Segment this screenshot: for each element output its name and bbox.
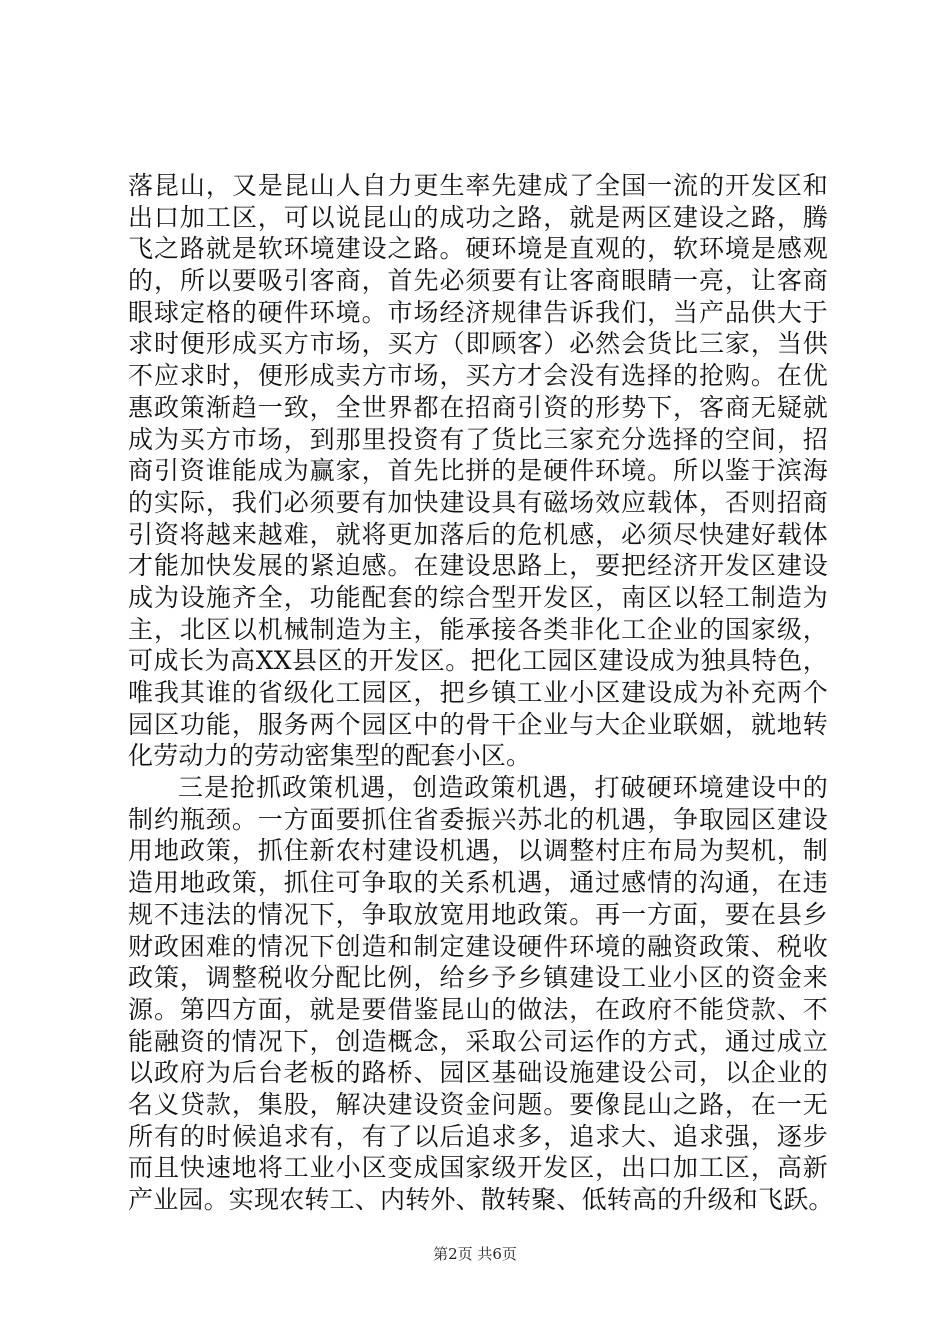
- text-line: 唯我其谁的省级化工园区，把乡镇工业小区建设成为补充两个: [128, 678, 828, 707]
- text-line: 产业园。实现农转工、内转外、散转聚、低转高的升级和飞跃。: [128, 1185, 834, 1214]
- text-line: 能融资的情况下，创造概念，采取公司运作的方式，通过成立: [128, 1026, 828, 1056]
- text-line: 可成长为高XX县区的开发区。把化工园区建设成为独具特色，: [128, 646, 828, 676]
- text-line: 名义贷款，集股，解决建设资金问题。要像昆山之路，在一无: [128, 1089, 828, 1119]
- text-line: 不应求时，便形成卖方市场，买方才会没有选择的抢购。在优: [128, 361, 828, 391]
- text-line: 的实际，我们必须要有加快建设具有磁场效应载体，否则招商: [128, 487, 828, 517]
- text-line: 制约瓶颈。一方面要抓住省委振兴苏北的机遇，争取园区建设: [128, 804, 828, 834]
- text-line: 而且快速地将工业小区变成国家级开发区，出口加工区，高新: [128, 1153, 828, 1183]
- page-footer: 第2页 共6页: [433, 1245, 517, 1263]
- text-line: 所有的时候追求有，有了以后追求多，追求大、追求强，逐步: [128, 1121, 828, 1151]
- text-line: 源。第四方面，就是要借鉴昆山的做法，在政府不能贷款、不: [128, 994, 828, 1024]
- text-line: 飞之路就是软环境建设之路。硬环境是直观的，软环境是感观: [128, 234, 828, 264]
- text-line: 落昆山，又是昆山人自力更生率先建成了全国一流的开发区和: [128, 171, 828, 200]
- text-line: 才能加快发展的紧迫感。在建设思路上，要把经济开发区建设: [128, 551, 828, 581]
- text-line: 政策，调整税收分配比例，给乡予乡镇建设工业小区的资金来: [128, 963, 828, 993]
- text-line: 成为买方市场，到那里投资有了货比三家充分选择的空间，招: [128, 424, 828, 454]
- text-line: 园区功能，服务两个园区中的骨干企业与大企业联姻，就地转: [128, 709, 828, 739]
- text-line: 出口加工区，可以说昆山的成功之路，就是两区建设之路，腾: [128, 202, 828, 232]
- text-line: 引资将越来越难，就将更加落后的危机感，必须尽快建好载体: [128, 519, 828, 549]
- text-line: 主，北区以机械制造为主，能承接各类非化工企业的国家级，: [128, 614, 828, 644]
- text-line: 惠政策渐趋一致，全世界都在招商引资的形势下，客商无疑就: [128, 392, 828, 422]
- text-line: 化劳动力的劳动密集型的配套小区。: [128, 741, 532, 771]
- text-line: 的，所以要吸引客商，首先必须要有让客商眼睛一亮，让客商: [128, 266, 828, 296]
- text-line: 三是抢抓政策机遇，创造政策机遇，打破硬环境建设中的: [178, 773, 828, 803]
- body-text: [128, 170, 834, 1216]
- text-line: 眼球定格的硬件环境。市场经济规律告诉我们，当产品供大于: [128, 297, 828, 327]
- text-line: 求时便形成买方市场，买方（即顾客）必然会货比三家，当供: [128, 329, 828, 359]
- text-line: 商引资谁能成为赢家，首先比拼的是硬件环境。所以鉴于滨海: [128, 456, 828, 486]
- text-line: 成为设施齐全，功能配套的综合型开发区，南区以轻工制造为: [128, 582, 828, 612]
- text-line: 规不违法的情况下，争取放宽用地政策。再一方面，要在县乡: [128, 899, 828, 929]
- text-line: 以政府为后台老板的路桥、园区基础设施建设公司，以企业的: [128, 1058, 828, 1088]
- text-line: 用地政策，抓住新农村建设机遇，以调整村庄布局为契机，制: [128, 836, 828, 866]
- text-line: 财政困难的情况下创造和制定建设硬件环境的融资政策、税收: [128, 931, 828, 961]
- text-line: 造用地政策，抓住可争取的关系机遇，通过感情的沟通，在违: [128, 868, 828, 898]
